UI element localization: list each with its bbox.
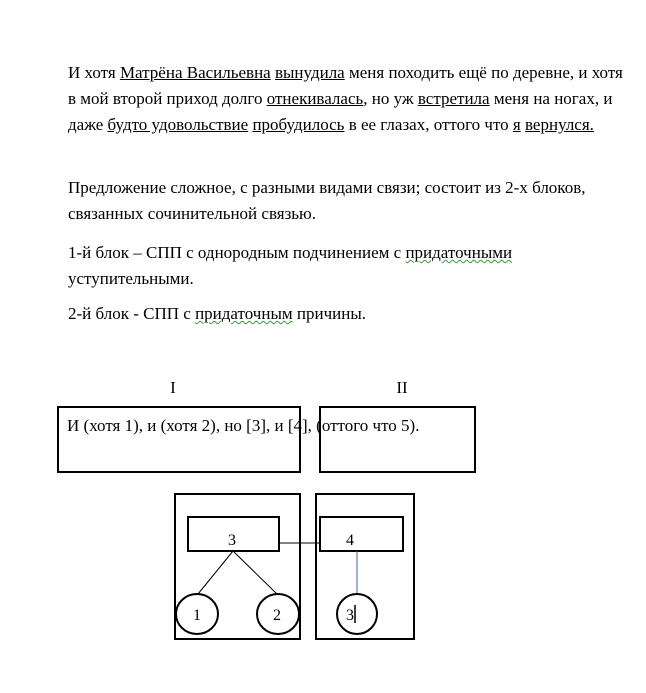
text: 2-й блок - СПП с xyxy=(68,304,196,323)
text: причины. xyxy=(292,304,366,323)
subject-underlined: Матрёна Васильевна xyxy=(119,63,271,82)
sub-clause-5 xyxy=(337,594,377,634)
formula-text: И (хотя 1), и (хотя 2), но [3], и [4], (оттого что 5). xyxy=(67,416,420,435)
text: уступительными. xyxy=(68,269,194,288)
predicate-underlined: встретила xyxy=(417,89,490,108)
text: в ее глазах, оттого что xyxy=(344,115,513,134)
subject-underlined: будто удовольствие xyxy=(107,115,249,134)
block-label-2: II xyxy=(396,378,408,397)
sub-clause-1-label: 1 xyxy=(193,607,201,624)
sub-clause-5-label: 3 xyxy=(346,607,354,624)
text: меня на ногах, и даже xyxy=(68,89,613,134)
predicate-underlined: отнекивалась xyxy=(266,89,364,108)
spellcheck-word: придаточными xyxy=(405,243,513,262)
text: меня походить ещё по деревне, и хотя в мой второй приход долго xyxy=(68,63,623,108)
text: И хотя xyxy=(68,63,120,82)
subject-underlined: я xyxy=(512,115,521,134)
branch-line-1 xyxy=(198,551,233,594)
spellcheck-word: придаточным xyxy=(195,304,293,323)
text: 1-й блок – СПП с однородным подчинением с xyxy=(68,243,406,262)
sub-clause-2-label: 2 xyxy=(273,607,281,624)
predicate-underlined: вернулся. xyxy=(525,115,594,134)
predicate-underlined: пробудилось xyxy=(252,115,345,134)
main-clause-4 xyxy=(320,517,403,551)
main-clause-3-label: 3 xyxy=(228,532,236,549)
text: , но уж xyxy=(363,89,418,108)
predicate-underlined: вынудила xyxy=(274,63,345,82)
branch-line-2 xyxy=(233,551,277,594)
analysis-paragraph: Предложение сложное, с разными видами связи; состоит из 2-х блоков, связанных сочинительной связью. xyxy=(68,178,586,223)
main-clause-4-label: 4 xyxy=(346,532,354,549)
block-label-1: I xyxy=(170,378,176,397)
